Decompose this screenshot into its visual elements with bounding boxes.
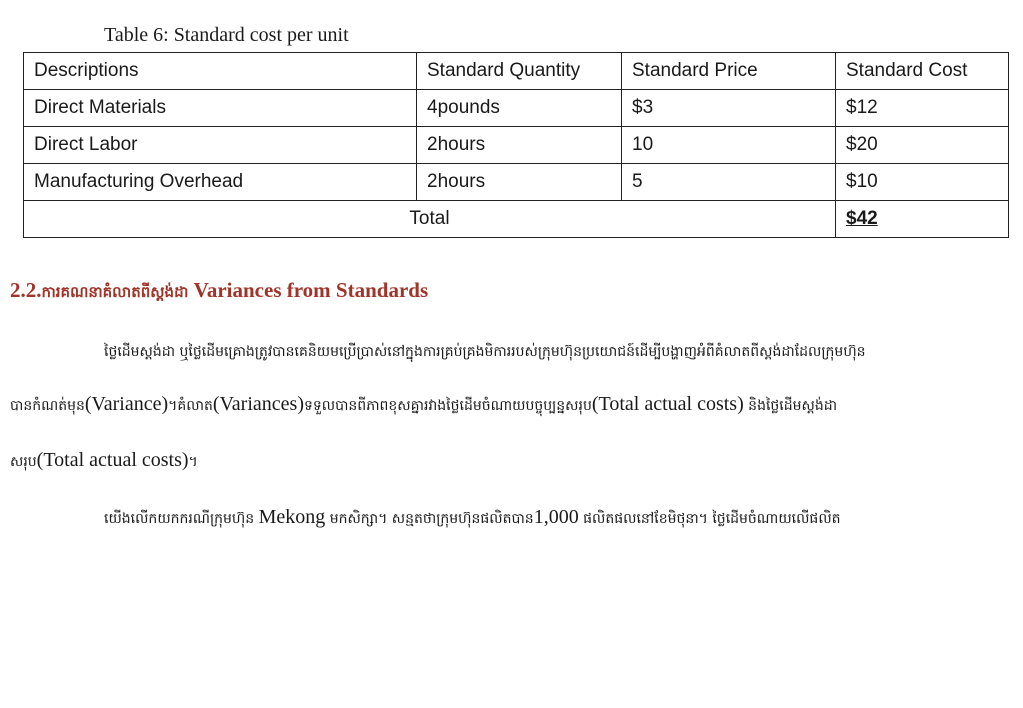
table-row xyxy=(24,90,1009,127)
paragraph-line xyxy=(10,390,837,420)
units-number: 1,000 xyxy=(533,506,579,528)
table-header-row xyxy=(24,53,1009,90)
cell-quantity: 2hours xyxy=(417,127,622,164)
header-standard-cost: Standard Cost xyxy=(836,53,1009,90)
table-row xyxy=(24,164,1009,201)
table-caption: Table 6: Standard cost per unit xyxy=(104,24,349,46)
khmer-text: ។គំលាត xyxy=(168,398,213,414)
standard-cost-table xyxy=(23,52,1009,238)
cell-description: Direct Labor xyxy=(24,127,417,164)
section-heading xyxy=(10,276,428,306)
table-total-row xyxy=(24,201,1009,238)
cell-quantity: 4pounds xyxy=(417,90,622,127)
cell-cost: $10 xyxy=(836,164,1009,201)
english-term: (Variance) xyxy=(84,393,169,415)
table-row xyxy=(24,127,1009,164)
cell-cost: $20 xyxy=(836,127,1009,164)
paragraph-line xyxy=(104,503,841,533)
cell-price: 5 xyxy=(622,164,836,201)
header-standard-price: Standard Price xyxy=(622,53,836,90)
total-value: $42 xyxy=(836,201,1009,238)
khmer-text: សរុប xyxy=(10,454,37,470)
section-english-title: Variances from Standards xyxy=(193,278,429,302)
paragraph-line xyxy=(10,446,198,476)
khmer-text: ថ្លៃដើមស្តង់ដា ឬថ្លៃដើមគ្រោងត្រូវបានគេនិយមប្រើប្រាស់នៅក្នុងការគ្រប់គ្រងមិការរបស់ក្រុមហ៊ុនប្រយោជន៍ដើម្បីបង្ហាញអំពីគំលាតពីស្តង់ដាដែលក្រុមហ៊ុន xyxy=(104,344,866,360)
cell-description: Direct Materials xyxy=(24,90,417,127)
english-term: (Total actual costs) xyxy=(591,393,744,415)
cell-price: 10 xyxy=(622,127,836,164)
header-standard-quantity: Standard Quantity xyxy=(417,53,622,90)
khmer-text: និងថ្លៃដើមស្តង់ដា xyxy=(743,398,838,414)
khmer-text: ផលិតផលនៅខែមិថុនា។ ថ្លៃដើមចំណាយលើផលិត xyxy=(578,511,841,527)
paragraph-line xyxy=(104,336,866,366)
company-name: Mekong xyxy=(258,506,326,528)
khmer-text: ទទួលបានពីភាពខុសគ្នារវាងថ្លៃដើមចំណាយបច្ចុប្បន្នសរុប xyxy=(303,398,592,414)
english-term: (Variances) xyxy=(212,393,304,415)
header-descriptions: Descriptions xyxy=(24,53,417,90)
cell-price: $3 xyxy=(622,90,836,127)
khmer-text: យើងលើកយកករណីក្រុមហ៊ុន xyxy=(104,511,259,527)
cell-cost: $12 xyxy=(836,90,1009,127)
total-label: Total xyxy=(24,201,836,238)
section-khmer-title: ការគណនាគំលាតពីស្តង់ដា xyxy=(41,283,189,301)
khmer-text: ។ xyxy=(188,454,198,470)
khmer-text: បានកំណត់មុន xyxy=(10,398,85,414)
cell-quantity: 2hours xyxy=(417,164,622,201)
english-term: (Total actual costs) xyxy=(36,449,189,471)
section-number: 2.2. xyxy=(10,278,42,302)
cell-description: Manufacturing Overhead xyxy=(24,164,417,201)
khmer-text: មកសិក្សា។ សន្មតថាក្រុមហ៊ុនផលិតបាន xyxy=(325,511,534,527)
